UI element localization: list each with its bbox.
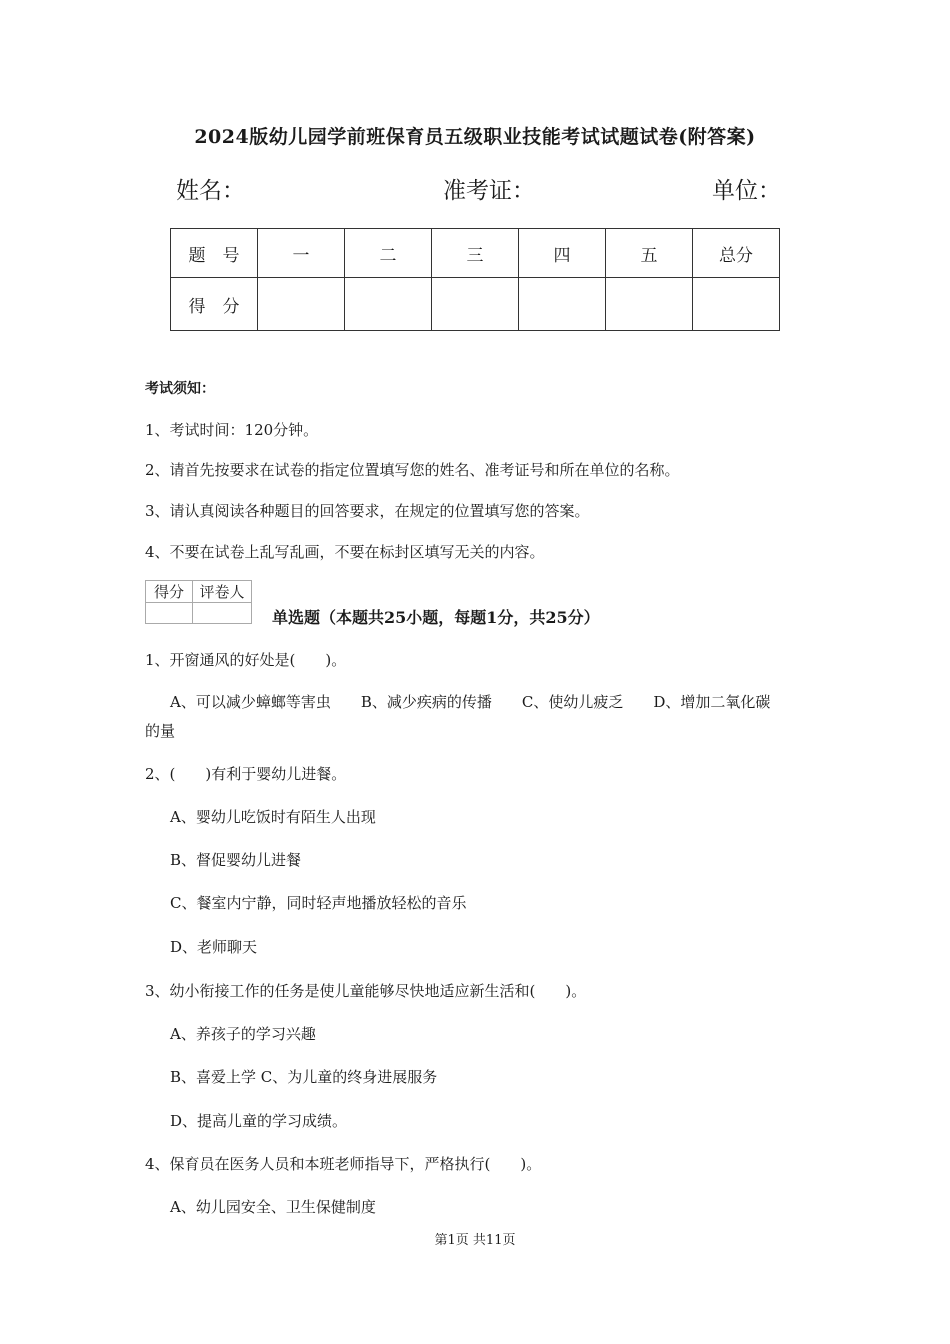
score-cell-4[interactable] — [519, 278, 606, 331]
score-cell-1[interactable] — [258, 278, 345, 331]
question-stem: 2、( )有利于婴幼儿进餐。 — [145, 765, 347, 783]
header-cell-number: 题 号 — [171, 229, 258, 278]
score-row-label: 得 分 — [171, 278, 258, 331]
section-title: 单选题（本题共25小题，每题1分，共25分） — [272, 608, 600, 627]
notice-item: 1、考试时间：120分钟。 — [145, 421, 319, 439]
question-options-continued: 的量 — [145, 722, 176, 740]
option: D、提高儿童的学习成绩。 — [170, 1112, 348, 1130]
notice-item: 2、请首先按要求在试卷的指定位置填写您的姓名、准考证号和所在单位的名称。 — [145, 461, 680, 479]
header-cell-3: 三 — [432, 229, 519, 278]
score-cell-5[interactable] — [606, 278, 693, 331]
score-table-score-row — [171, 278, 780, 331]
option: A、婴幼儿吃饭时有陌生人出现 — [170, 808, 376, 826]
exam-id-field-label: 准考证： — [443, 178, 535, 204]
option: B、督促婴幼儿进餐 — [170, 851, 302, 869]
header-cell-total: 总分 — [693, 229, 780, 278]
score-cell-total[interactable] — [693, 278, 780, 331]
score-table-header-row — [171, 229, 780, 278]
question-stem: 3、幼小衔接工作的任务是使儿童能够尽快地适应新生活和( )。 — [145, 982, 587, 1000]
question-stem: 4、保育员在医务人员和本班老师指导下，严格执行( )。 — [145, 1155, 542, 1173]
option: D、老师聊天 — [170, 938, 258, 956]
unit-field-label: 单位： — [712, 178, 781, 204]
notice-item: 3、请认真阅读各种题目的回答要求，在规定的位置填写您的答案。 — [145, 502, 590, 520]
score-table — [170, 228, 780, 331]
header-cell-1: 一 — [258, 229, 345, 278]
header-cell-2: 二 — [345, 229, 432, 278]
header-cell-5: 五 — [606, 229, 693, 278]
option: A、幼儿园安全、卫生保健制度 — [170, 1198, 376, 1216]
grader-name-label: 评卷人 — [193, 581, 252, 603]
header-cell-4: 四 — [519, 229, 606, 278]
grader-score-cell[interactable] — [146, 603, 193, 624]
grader-score-label: 得分 — [146, 581, 193, 603]
document-title: 2024版幼儿园学前班保育员五级职业技能考试试题试卷(附答案) — [194, 126, 756, 148]
score-cell-3[interactable] — [432, 278, 519, 331]
score-cell-2[interactable] — [345, 278, 432, 331]
grader-table — [145, 580, 252, 624]
name-field-label: 姓名： — [176, 178, 245, 204]
question-options: A、可以减少蟑螂等害虫 B、减少疾病的传播 C、使幼儿疲乏 D、增加二氧化碳 — [170, 693, 771, 711]
notice-item: 4、不要在试卷上乱写乱画，不要在标封区填写无关的内容。 — [145, 543, 545, 561]
option: C、餐室内宁静，同时轻声地播放轻松的音乐 — [170, 894, 467, 912]
question-stem: 1、开窗通风的好处是( )。 — [145, 651, 347, 669]
notice-heading: 考试须知： — [145, 381, 215, 397]
option: A、养孩子的学习兴趣 — [170, 1025, 316, 1043]
grader-name-cell[interactable] — [193, 603, 252, 624]
page-footer: 第1页 共11页 — [434, 1233, 516, 1248]
option: B、喜爱上学 C、为儿童的终身进展服务 — [170, 1068, 438, 1086]
